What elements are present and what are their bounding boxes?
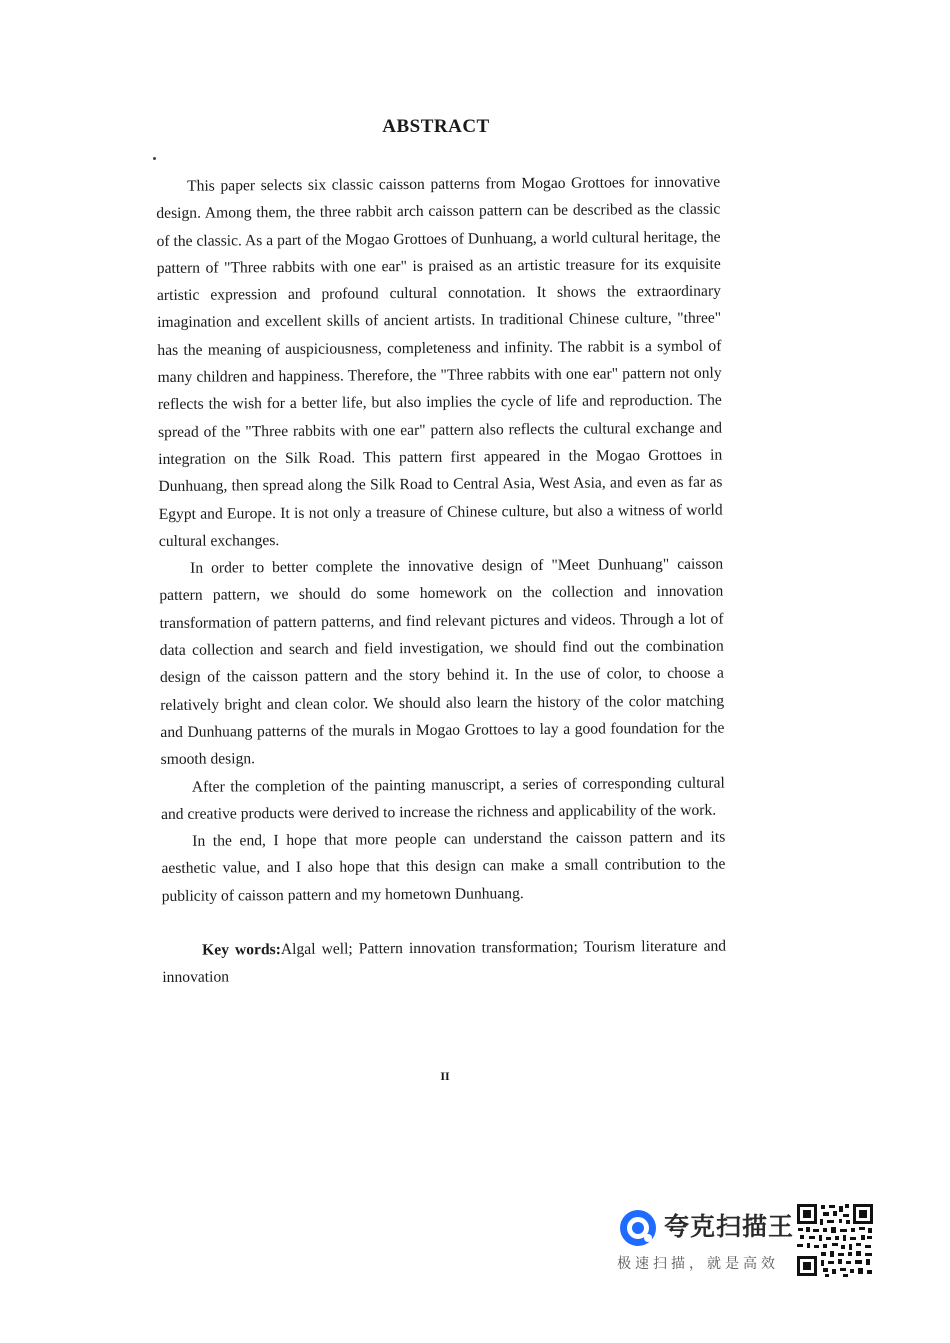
abstract-paragraph-1: This paper selects six classic caisson patterns from Mogao Grottoes for innovative design. Among them, the three rabbit arch caisson pattern can be described as the classic of the classic. As a part of the Mogao Grottoes of Dunhuang, a world cultural heritage, the pattern of "Three rabbits with one ear" is praised as an artistic treasure for its exquisite artistic expression and profound cultural connotation. It shows the extraordinary imagination and excellent skills of ancient artists. In traditional Chinese culture, "three" has the meaning of auspiciousness, completeness and infinity. The rabbit is a symbol of many children and happiness. Therefore, the "Three rabbits with one ear" pattern not only reflects the wish for a better life, but also implies the cycle of life and reproduction. The spread of the "Three rabbits with one ear" pattern also reflects the cultural exchange and integration on the Silk Road. This pattern first appeared in the Mogao Grottoes in Dunhuang, then spread along the Silk Road to Central Asia, West Asia, and even as far as Egypt and Europe. It is not only a treasure of Chinese culture, but also a witness of world cultural exchanges. xyxy=(156,173,723,550)
watermark-slogan: 极速扫描，就是高效 xyxy=(617,1256,779,1272)
keywords-label: Key words: xyxy=(202,941,281,959)
quark-logo-icon xyxy=(618,1208,658,1248)
abstract-paragraph-3: After the completion of the painting manuscript, a series of corresponding cultural and creative products were derived to increase the richness and applicability of the work. xyxy=(160,774,725,823)
keywords-text: Algal well; Pattern innovation transformation; Tourism literature and innovation xyxy=(162,937,727,987)
watermark-brand: 夸克扫描王 xyxy=(664,1212,795,1241)
abstract-paragraph-4: In the end, I hope that more people can understand the caisson pattern and its aesthetic value, and I also hope that this design can make a small contribution to the publicity of caisson pattern and my hometown Dunhuang. xyxy=(161,828,726,905)
keywords-line xyxy=(162,933,726,992)
abstract-title: ABSTRACT xyxy=(382,116,490,137)
qr-code-icon xyxy=(795,1202,875,1278)
abstract-paragraph-2: In order to better complete the innovative design of "Meet Dunhuang" caisson pattern pattern, we should do some homework on the collection and innovation transformation of pattern patterns, and find relevant pictures and videos. Through a lot of data collection and search and field investigation, we should find out the combination design of the caisson pattern and the story behind it. In the use of color, to choose a relatively bright and clean color. We should also learn the history of the color matching and Dunhuang patterns of the murals in Mogao Grottoes to lay a good foundation for the smooth design. xyxy=(159,555,725,769)
page-number: II xyxy=(440,1069,450,1083)
scan-speck xyxy=(153,157,156,160)
abstract-body xyxy=(156,169,726,992)
